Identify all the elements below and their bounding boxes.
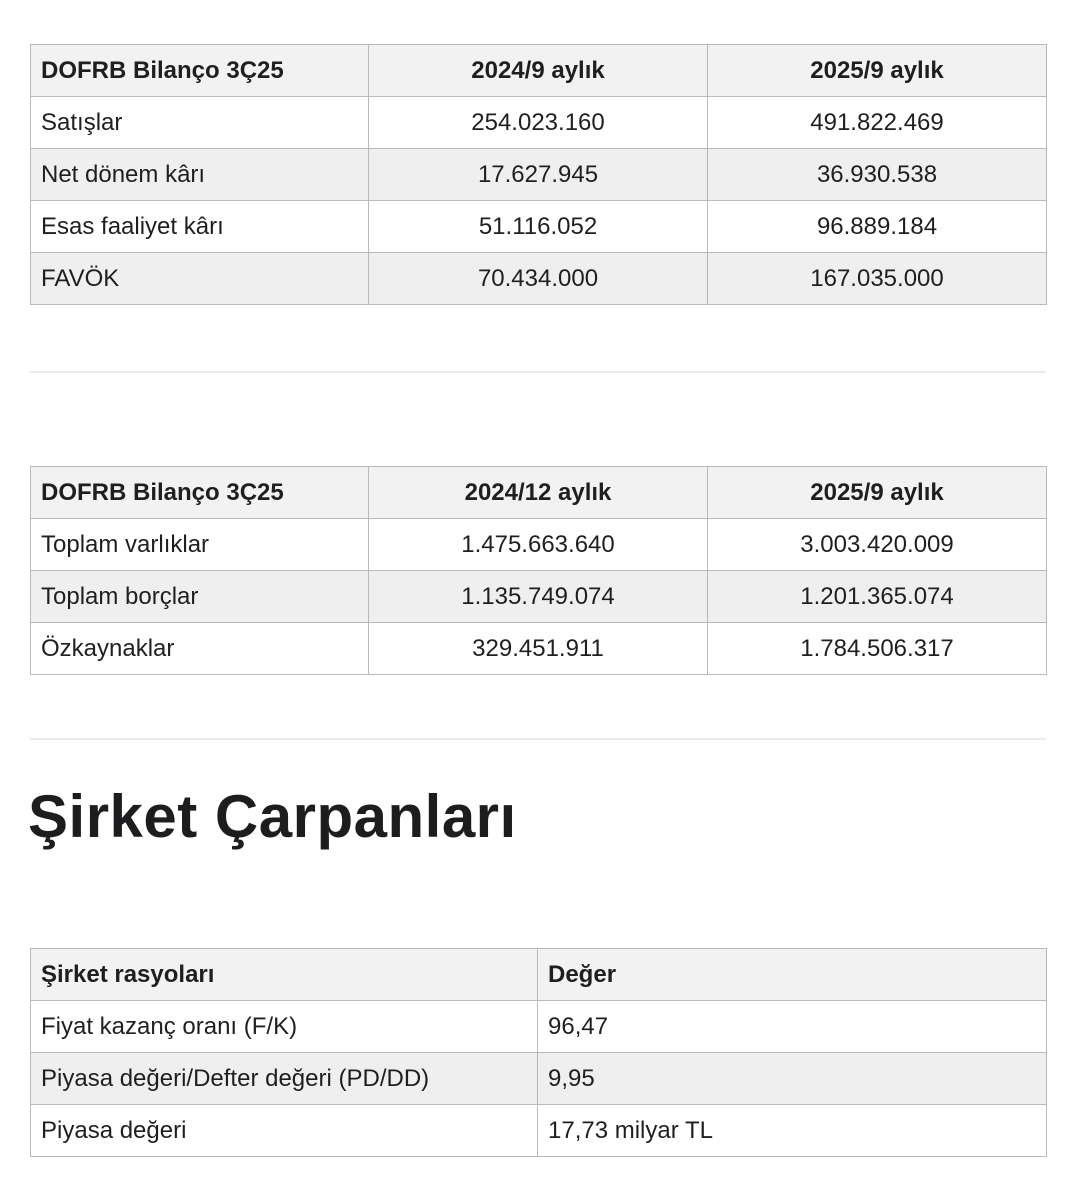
cell-value: 254.023.160 — [369, 97, 708, 149]
row-label: Toplam varlıklar — [31, 519, 369, 571]
table-header-row — [31, 949, 1047, 1001]
row-label: Piyasa değeri/Defter değeri (PD/DD) — [31, 1053, 538, 1105]
cell-value: 1.135.749.074 — [369, 571, 708, 623]
cell-value: 3.003.420.009 — [708, 519, 1047, 571]
row-label: Toplam borçlar — [31, 571, 369, 623]
row-label: Esas faaliyet kârı — [31, 201, 369, 253]
balance-table — [30, 466, 1047, 675]
cell-value: 491.822.469 — [708, 97, 1047, 149]
header-cell: DOFRB Bilanço 3Ç25 — [31, 467, 369, 519]
header-cell: 2025/9 aylık — [708, 45, 1047, 97]
table-row — [31, 623, 1047, 675]
table-header-row — [31, 467, 1047, 519]
table-row — [31, 201, 1047, 253]
table-header-row — [31, 45, 1047, 97]
cell-value: 329.451.911 — [369, 623, 708, 675]
row-label: Fiyat kazanç oranı (F/K) — [31, 1001, 538, 1053]
cell-value: 17.627.945 — [369, 149, 708, 201]
cell-value: 51.116.052 — [369, 201, 708, 253]
table-row — [31, 1053, 1047, 1105]
table-row — [31, 1105, 1047, 1157]
section-title: Şirket Çarpanları — [28, 783, 517, 850]
cell-value: 9,95 — [538, 1053, 1047, 1105]
row-label: Net dönem kârı — [31, 149, 369, 201]
cell-value: 1.201.365.074 — [708, 571, 1047, 623]
table-row — [31, 253, 1047, 305]
income-table — [30, 44, 1047, 305]
cell-value: 17,73 milyar TL — [538, 1105, 1047, 1157]
cell-value: 96,47 — [538, 1001, 1047, 1053]
header-cell: 2025/9 aylık — [708, 467, 1047, 519]
row-label: Satışlar — [31, 97, 369, 149]
ratios-table — [30, 948, 1047, 1157]
table-row — [31, 149, 1047, 201]
table-row — [31, 1001, 1047, 1053]
section-divider — [30, 738, 1046, 740]
cell-value: 1.475.663.640 — [369, 519, 708, 571]
section-divider — [30, 371, 1046, 373]
row-label: FAVÖK — [31, 253, 369, 305]
header-cell: 2024/9 aylık — [369, 45, 708, 97]
cell-value: 167.035.000 — [708, 253, 1047, 305]
header-cell: Değer — [538, 949, 1047, 1001]
cell-value: 70.434.000 — [369, 253, 708, 305]
row-label: Piyasa değeri — [31, 1105, 538, 1157]
cell-value: 1.784.506.317 — [708, 623, 1047, 675]
cell-value: 96.889.184 — [708, 201, 1047, 253]
table-row — [31, 519, 1047, 571]
table-row — [31, 571, 1047, 623]
header-cell: Şirket rasyoları — [31, 949, 538, 1001]
header-cell: 2024/12 aylık — [369, 467, 708, 519]
header-cell: DOFRB Bilanço 3Ç25 — [31, 45, 369, 97]
row-label: Özkaynaklar — [31, 623, 369, 675]
table-row — [31, 97, 1047, 149]
cell-value: 36.930.538 — [708, 149, 1047, 201]
